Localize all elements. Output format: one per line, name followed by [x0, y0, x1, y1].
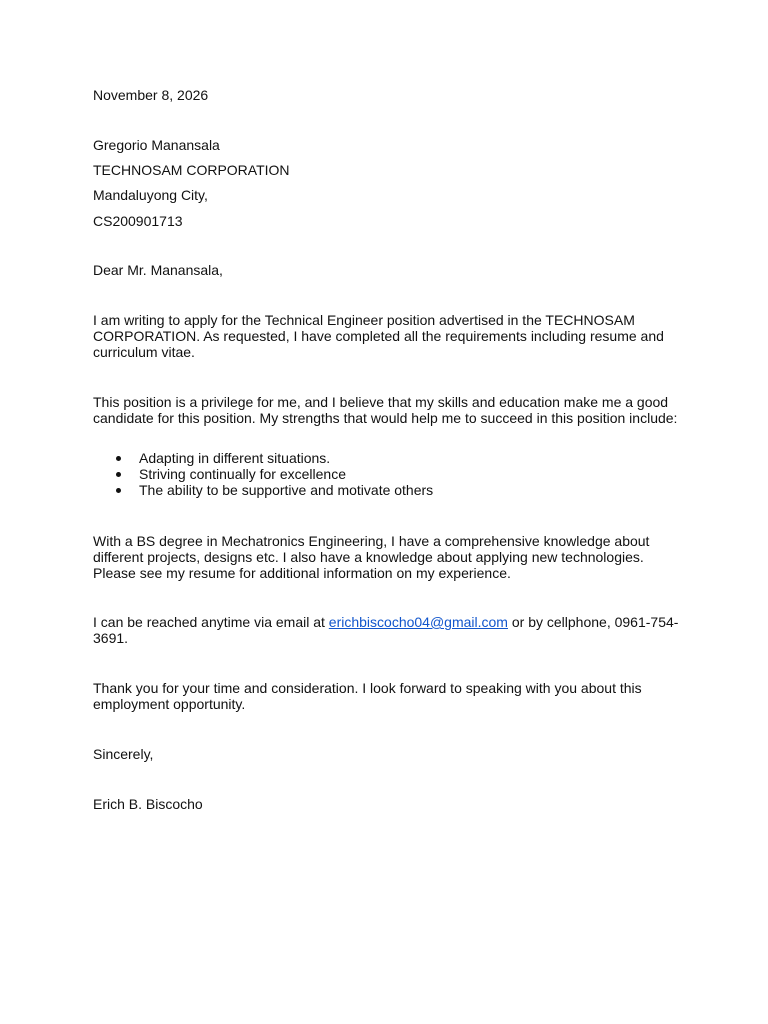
- recipient-city: Mandaluyong City,: [93, 187, 208, 203]
- list-item: [93, 450, 653, 466]
- bullet-icon: [116, 488, 121, 493]
- recipient-company: TECHNOSAM CORPORATION: [93, 162, 290, 178]
- letter-date: November 8, 2026: [93, 87, 209, 103]
- bullet-icon: [116, 456, 121, 461]
- contact-text-before: I can be reached anytime via email at: [93, 614, 329, 630]
- contact-text-after: or by cellphone, 0961-754-3691.: [93, 614, 679, 646]
- closing: Sincerely,: [93, 746, 154, 762]
- list-item: [93, 466, 653, 482]
- bullet-icon: [116, 472, 121, 477]
- paragraph-education: With a BS degree in Mechatronics Engineering, I have a comprehensive knowledge about different projects, designs etc. I also have a knowledge about applying new technologies. Please see my resume for additional information on my experience.: [93, 533, 650, 581]
- email-link[interactable]: erichbiscocho04@gmail.com: [328, 614, 508, 630]
- strength-text: Adapting in different situations.: [139, 450, 331, 466]
- signature-name: Erich B. Biscocho: [93, 796, 203, 812]
- paragraph-thanks: Thank you for your time and consideration. I look forward to speaking with you about this employment opportunity.: [93, 680, 642, 712]
- paragraph-strengths-intro: This position is a privilege for me, and I believe that my skills and education make me a good candidate for this position. My strengths that would help me to succeed in this position include:: [93, 394, 678, 426]
- paragraph-intro: I am writing to apply for the Technical Engineer position advertised in the TECHNOSAM CORPORATION. As requested, I have completed all the requirements including resume and curriculum vitae.: [93, 312, 664, 360]
- salutation: Dear Mr. Manansala,: [93, 262, 223, 278]
- strength-text: Striving continually for excellence: [139, 466, 346, 482]
- strengths-list: [93, 450, 653, 498]
- recipient-code: CS200901713: [93, 213, 183, 229]
- strength-text: The ability to be supportive and motivate others: [139, 482, 434, 498]
- recipient-name: Gregorio Manansala: [93, 137, 220, 153]
- list-item: [93, 482, 653, 498]
- paragraph-contact: [93, 614, 683, 646]
